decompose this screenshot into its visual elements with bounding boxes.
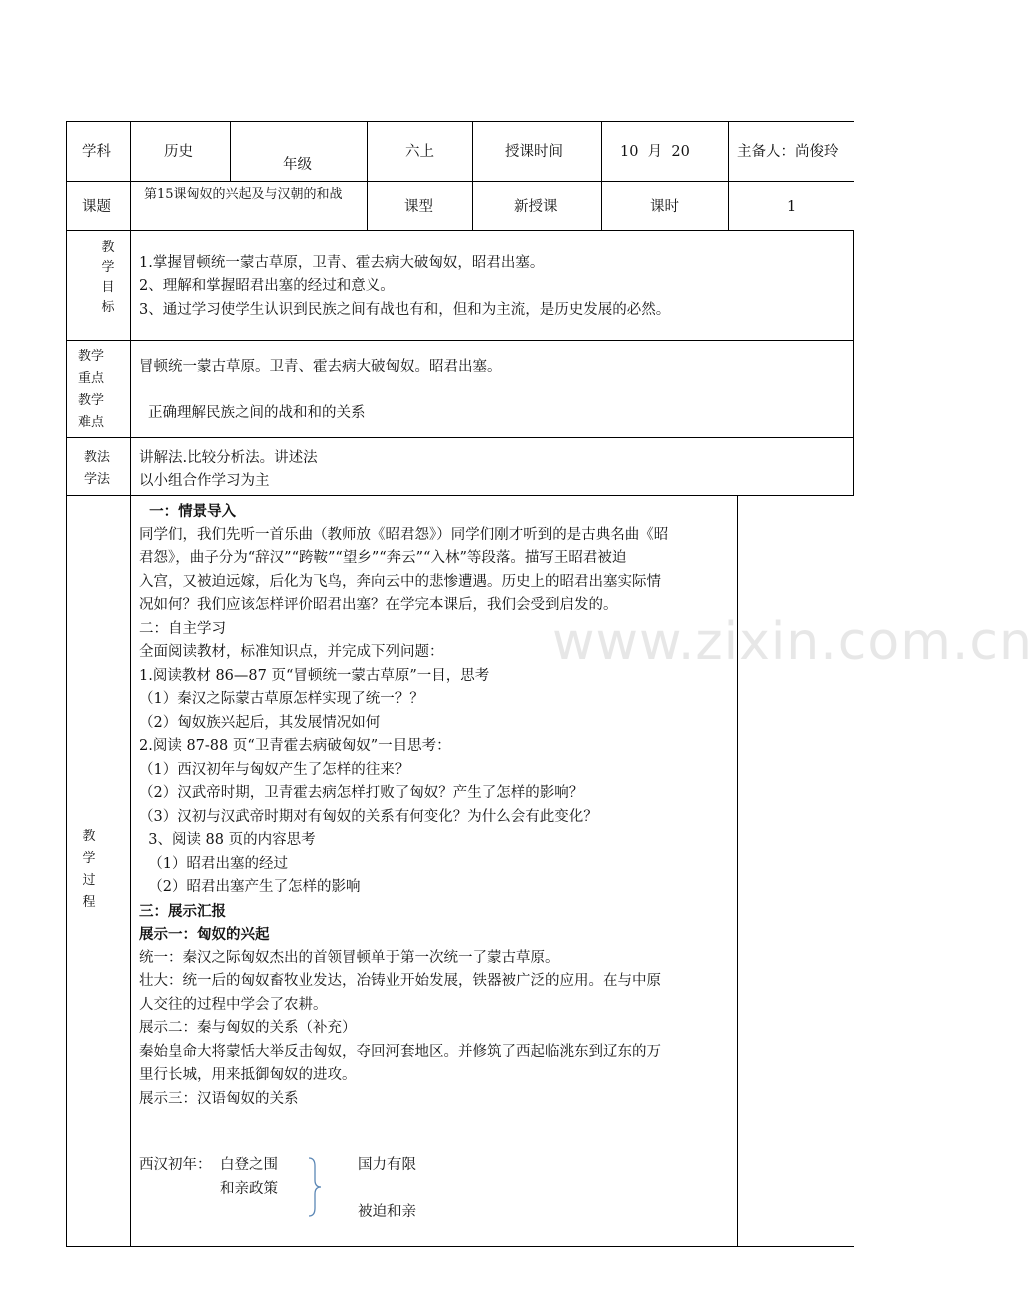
row-divider-4 xyxy=(66,437,854,438)
process-line: 2.阅读 87-88 页“卫青霍去病破匈奴”一目思考： xyxy=(139,738,451,754)
row-divider-2 xyxy=(66,230,854,231)
process-line: 统一：秦汉之际匈奴杰出的首领冒顿单于第一次统一了蒙古草原。 xyxy=(139,949,560,966)
process-content xyxy=(139,500,731,1111)
col-divider-d xyxy=(601,121,602,231)
topic-value: 第15课匈奴的兴起及与汉朝的和战 xyxy=(144,187,343,202)
goal-1: 1.掌握冒顿统一蒙古草原，卫青、霍去病大破匈奴，昭君出塞。 xyxy=(139,255,545,271)
hours-value: 1 xyxy=(787,199,797,215)
process-line: （1）秦汉之际蒙古草原怎样实现了统一？？ xyxy=(139,691,424,707)
time-label: 授课时间 xyxy=(505,144,563,160)
showcase-2-heading: 展示二：秦与匈奴的关系（补充） xyxy=(139,1020,357,1036)
row-divider-3 xyxy=(66,340,854,341)
table-border-right xyxy=(853,230,854,496)
subject-value: 历史 xyxy=(164,144,193,160)
diagram-item-1: 白登之围 xyxy=(220,1157,278,1173)
diagram-result-2: 被迫和亲 xyxy=(358,1204,416,1220)
col-divider-e xyxy=(728,121,729,231)
section-report-heading: 三：展示汇报 xyxy=(139,902,226,920)
method-line-2: 以小组合作学习为主 xyxy=(139,473,270,489)
process-line: （3）汉初与汉武帝时期对有匈奴的关系有何变化？为什么会有此变化？ xyxy=(139,808,598,825)
process-label: 教 学 过 程 xyxy=(82,829,96,910)
difficulties: 正确理解民族之间的战和和的关系 xyxy=(148,405,366,421)
table-border-left xyxy=(66,121,67,1247)
process-line: 君怨》，曲子分为“辞汉”“跨鞍”“望乡”“奔云”“入林”等段落。描写王昭君被迫 xyxy=(139,550,627,566)
process-line: 人交往的过程中学会了农耕。 xyxy=(139,996,328,1013)
right-brace-icon xyxy=(306,1156,324,1218)
focus-label: 教学 重点 教学 难点 xyxy=(77,349,104,430)
process-line: 同学们，我们先听一首乐曲（教师放《昭君怨》）同学们刚才听到的是古典名曲《昭 xyxy=(139,526,669,543)
process-line: （2）汉武帝时期，卫青霍去病怎样打败了匈奴？产生了怎样的影响？ xyxy=(139,785,584,801)
method-line-1: 讲解法.比较分析法。讲述法 xyxy=(139,450,318,466)
key-points: 冒顿统一蒙古草原。卫青、霍去病大破匈奴。昭君出塞。 xyxy=(139,359,502,375)
section-intro-heading: 一：情景导入 xyxy=(139,503,237,520)
process-line: 1.阅读教材 86—87 页“冒顿统一蒙古草原”一目，思考 xyxy=(139,667,490,684)
goals-label: 教 学 目 标 xyxy=(101,240,115,315)
preparer: 主备人：尚俊玲 xyxy=(737,144,839,160)
goal-3: 3、通过学习使学生认识到民族之间有战也有和，但和为主流，是历史发展的必然。 xyxy=(139,302,671,318)
row-divider-5 xyxy=(66,495,854,496)
diagram-left-label: 西汉初年： xyxy=(139,1157,212,1173)
methods-label: 教法 学法 xyxy=(83,450,110,487)
process-line: 况如何？我们应该怎样评价昭君出塞？在学完本课后，我们会受到启发的。 xyxy=(139,597,618,613)
diagram-result-1: 国力有限 xyxy=(358,1157,416,1173)
process-line: 入宫，又被迫远嫁，后化为飞鸟，奔向云中的悲惨遭遇。历史上的昭君出塞实际情 xyxy=(139,573,661,590)
process-line: （2）昭君出塞产生了怎样的影响 xyxy=(139,879,361,895)
watermark: www.zixin.com.cn xyxy=(552,612,1033,672)
grade-value: 六上 xyxy=(405,144,434,160)
col-divider-row1-a xyxy=(230,121,231,181)
col-divider-label xyxy=(130,121,131,1247)
subject-label: 学科 xyxy=(82,144,111,160)
table-border-top xyxy=(66,121,854,122)
type-label: 课型 xyxy=(404,199,433,215)
showcase-3-heading: 展示三：汉语匈奴的关系 xyxy=(139,1090,299,1107)
goal-2: 2、理解和掌握昭君出塞的经过和意义。 xyxy=(139,278,395,294)
type-value: 新授课 xyxy=(514,199,558,215)
table-border-bottom xyxy=(66,1246,854,1247)
showcase-1-heading: 展示一：匈奴的兴起 xyxy=(139,926,270,943)
process-line: 壮大：统一后的匈奴畜牧业发达，冶铸业开始发展，铁器被广泛的应用。在与中原 xyxy=(139,973,661,989)
row-divider-1 xyxy=(66,181,854,182)
time-value: 10 月 20 xyxy=(620,144,690,160)
col-divider-b xyxy=(367,121,368,231)
process-notes-divider xyxy=(737,495,738,1247)
process-line: 秦始皇命大将蒙恬大举反击匈奴，夺回河套地区。并修筑了西起临洮东到辽东的万 xyxy=(139,1043,661,1060)
grade-label: 年级 xyxy=(283,157,312,173)
process-line: 全面阅读教材，标准知识点，并完成下列问题： xyxy=(139,644,444,660)
process-line: 里行长城，用来抵御匈奴的进攻。 xyxy=(139,1067,357,1083)
section-self-study-heading: 二：自主学习 xyxy=(139,620,226,637)
diagram-item-2: 和亲政策 xyxy=(220,1181,278,1197)
process-line: （1）西汉初年与匈奴产生了怎样的往来？ xyxy=(139,761,410,778)
process-line: （1）昭君出塞的经过 xyxy=(139,855,288,872)
topic-label: 课题 xyxy=(82,199,111,215)
process-line: 3、阅读 88 页的内容思考 xyxy=(139,832,316,848)
col-divider-c xyxy=(472,121,473,231)
hours-label: 课时 xyxy=(650,199,679,215)
process-line: （2）匈奴族兴起后，其发展情况如何 xyxy=(139,714,381,731)
